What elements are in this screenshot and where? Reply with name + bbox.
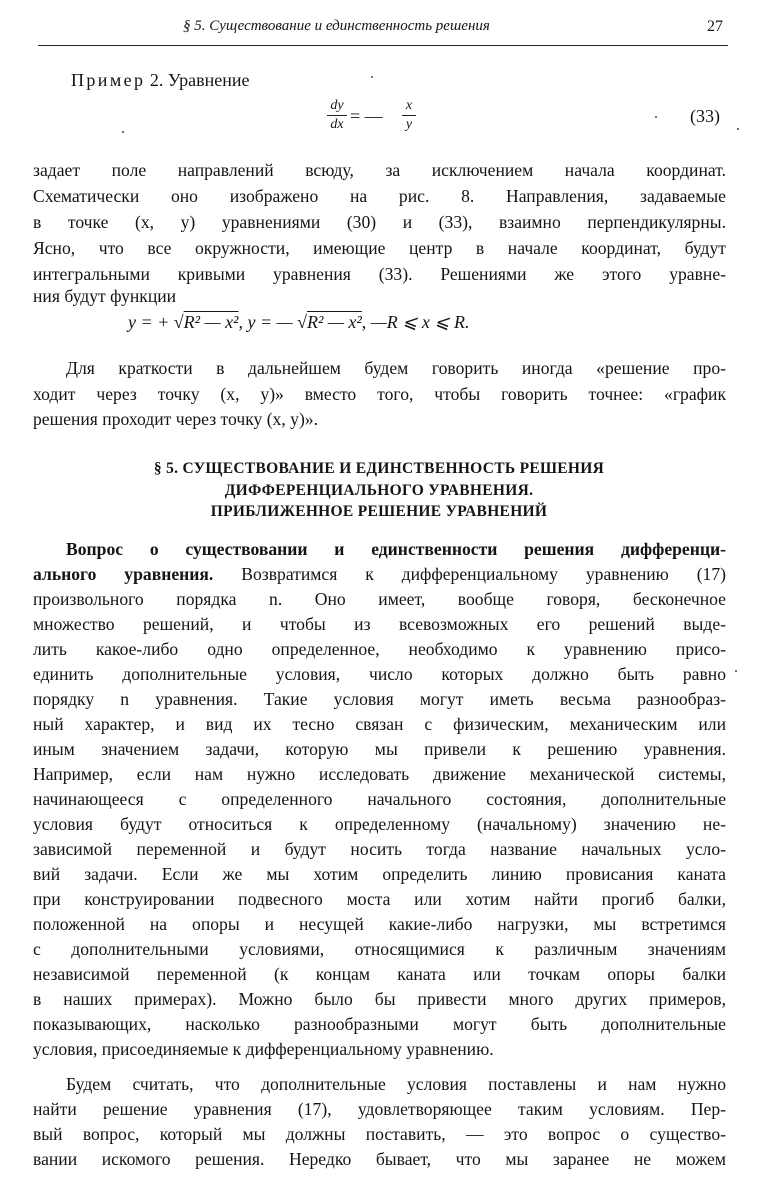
- fraction-x-y: [402, 98, 416, 133]
- text-line: интегральными кривыми уравнения (33). Решениями же этого уравне-: [33, 264, 726, 284]
- text-line: с дополнительными условиями, относящимися к различным значениям: [33, 939, 726, 959]
- section-heading-line: ДИФФЕРЕНЦИАЛЬНОГО УРАВНЕНИЯ.: [224, 482, 534, 499]
- radicand: R² — x²: [307, 312, 362, 332]
- text-line: задает поле направлений всюду, за исключением начала координат.: [33, 160, 726, 180]
- text-line: [66, 536, 726, 562]
- text-line: [33, 561, 726, 587]
- scan-speck: [122, 131, 124, 133]
- radicand: R² — x²: [183, 312, 239, 332]
- text-line: иным значением задачи, которую мы привели к решению уравнения.: [33, 739, 726, 759]
- text-line: Ясно, что все окружности, имеющие центр в начале координат, будут: [33, 238, 726, 258]
- text-line: лить какое-либо одно определенное, необходимо к уравнению присо-: [33, 639, 726, 659]
- bold-run-in-heading: ального уравнения.: [33, 564, 214, 584]
- text-line: решения проходит через точку (x, y)».: [33, 409, 318, 429]
- page-number: 27: [707, 18, 723, 35]
- text-line: ния будут функции: [33, 286, 177, 306]
- text-line: порядку n уравнения. Такие условия могут иметь весьма разнообраз-: [33, 689, 726, 709]
- bold-run-in-heading: Вопрос о существовании и единственности решения дифференци-: [66, 539, 726, 559]
- text-run: Возвратимся к дифференциальному уравнению (17): [213, 564, 727, 584]
- section-heading-line: § 5. СУЩЕСТВОВАНИЕ И ЕДИНСТВЕННОСТЬ РЕШЕНИЯ: [153, 460, 605, 477]
- text-line: при конструировании подвесного моста или хотим найти прогиб балки,: [33, 889, 726, 909]
- formula-part: y = + √: [128, 312, 184, 332]
- text-line: независимой переменной (к концам каната или точкам опоры балки: [33, 964, 726, 984]
- text-line: произвольного порядка n. Оно имеет, вообще говоря, бесконечное: [33, 589, 726, 609]
- fraction-numerator: x: [405, 98, 413, 113]
- example-label-spaced: Пример: [71, 70, 146, 90]
- scan-speck: [655, 116, 657, 118]
- section-heading-line: ПРИБЛИЖЕННОЕ РЕШЕНИЕ УРАВНЕНИЙ: [210, 503, 548, 520]
- text-line: условия, присоединяемые к дифференциальному уравнению.: [33, 1039, 494, 1059]
- scan-speck: [737, 128, 739, 130]
- equation-equals: = —: [350, 106, 383, 126]
- text-line: в наших примерах). Можно было бы привести много других примеров,: [33, 989, 726, 1009]
- example-label: [71, 67, 249, 93]
- fraction-bar: [402, 115, 416, 116]
- text-line: вий задачи. Если же мы хотим определить линию провисания каната: [33, 864, 726, 884]
- fraction-dy-dx: [327, 98, 347, 133]
- text-line: условия будут относиться к определенному (начальному) значению не-: [33, 814, 726, 834]
- solutions-formula: [128, 312, 469, 333]
- example-label-rest: 2. Уравнение: [145, 70, 250, 90]
- text-line: Схематически оно изображено на рис. 8. Направления, задаваемые: [33, 186, 726, 206]
- text-line: Для краткости в дальнейшем будем говорить иногда «решение про-: [66, 358, 726, 378]
- fraction-denominator: dx: [330, 117, 344, 132]
- running-head: [0, 18, 758, 44]
- scan-speck: [371, 76, 373, 78]
- text-line: вый вопрос, который мы должны поставить, — это вопрос о существо-: [33, 1124, 726, 1144]
- header-rule: [38, 45, 728, 46]
- fraction-denominator: y: [405, 117, 413, 132]
- text-line: зависимой переменной и будут носить тогда название начальных усло-: [33, 839, 726, 859]
- text-line: ходит через точку (x, y)» вместо того, чтобы говорить точнее: «график: [33, 384, 726, 404]
- fraction-bar: [327, 115, 347, 116]
- text-line: начинающееся с определенного начального состояния, дополнительные: [33, 789, 726, 809]
- text-line: единить дополнительные условия, число которых должно быть равно: [33, 664, 726, 684]
- text-line: найти решение уравнения (17), удовлетворяющее таким условиям. Пер-: [33, 1099, 726, 1119]
- formula-part: , —R ⩽ x ⩽ R.: [361, 312, 470, 332]
- formula-part: , y = — √: [238, 312, 307, 332]
- text-line: показывающих, насколько разнообразными могут быть дополнительные: [33, 1014, 726, 1034]
- fraction-numerator: dy: [330, 98, 344, 113]
- scan-speck: [735, 670, 737, 672]
- text-line: множество решений, и чтобы из всевозможных его решений выде-: [33, 614, 726, 634]
- text-line: вании искомого решения. Нередко бывает, что мы заранее не можем: [33, 1149, 726, 1169]
- text-line: в точке (x, y) уравнениями (30) и (33), взаимно перпендикулярны.: [33, 212, 726, 232]
- text-line: Например, если нам нужно исследовать движение механической системы,: [33, 764, 726, 784]
- text-line: ный характер, и вид их тесно связан с физическим, механическим или: [33, 714, 726, 734]
- running-head-title: § 5. Существование и единственность решения: [183, 18, 490, 34]
- text-line: положенной на опоры и несущей какие-либо нагрузки, мы встретимся: [33, 914, 726, 934]
- equation-number: (33): [690, 106, 720, 126]
- text-line: Будем считать, что дополнительные условия поставлены и нам нужно: [66, 1074, 726, 1094]
